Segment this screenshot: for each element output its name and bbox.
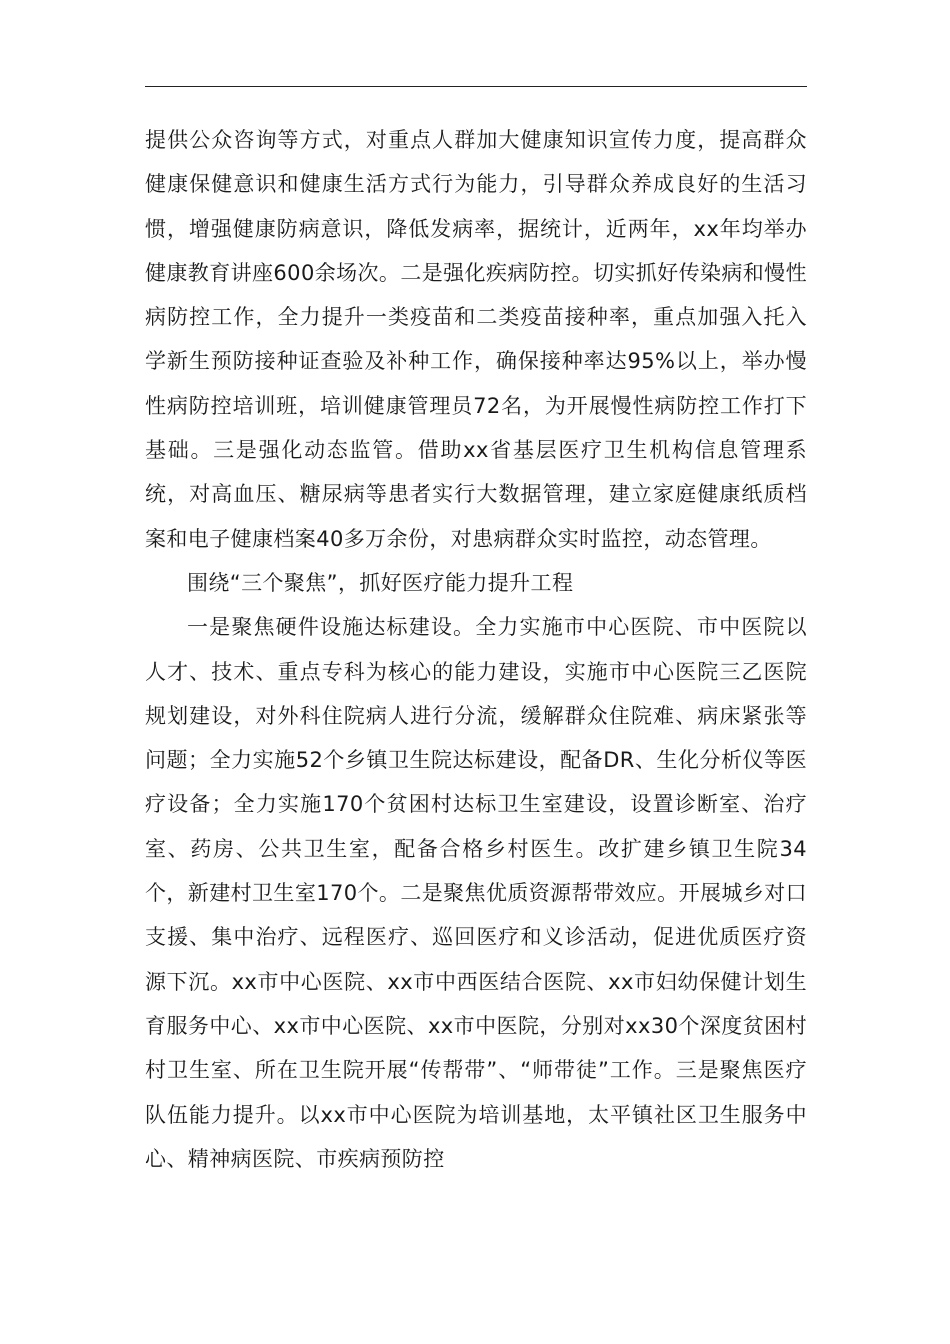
header-rule <box>145 86 807 87</box>
document-body <box>145 118 807 1181</box>
section-heading: 围绕“三个聚焦”，抓好医疗能力提升工程 <box>187 570 574 595</box>
paragraph-health-education: 提供公众咨询等方式，对重点人群加大健康知识宣传力度，提高群众健康保健意识和健康生活方式行为能力，引导群众养成良好的生活习惯，增强健康防病意识，降低发病率，据统计，近两年，xx年均举办健康教育讲座600余场次。二是强化疾病防控。切实抓好传染病和慢性病防控工作，全力提升一类疫苗和二类疫苗接种率，重点加强入托入学新生预防接种证查验及补种工作，确保接种率达95%以上，举办慢性病防控培训班，培训健康管理员72名，为开展慢性病防控工作打下基础。三是强化动态监管。借助xx省基层医疗卫生机构信息管理系统，对高血压、糖尿病等患者实行大数据管理，建立家庭健康纸质档案和电子健康档案40多万余份，对患病群众实时监控，动态管理。 <box>145 128 807 551</box>
paragraph-medical-capacity: 一是聚焦硬件设施达标建设。全力实施市中心医院、市中医院以人才、技术、重点专科为核心的能力建设，实施市中心医院三乙医院规划建设，对外科住院病人进行分流，缓解群众住院难、病床紧张等问题；全力实施52个乡镇卫生院达标建设，配备DR、生化分析仪等医疗设备；全力实施170个贫困村达标卫生室建设，设置诊断室、治疗室、药房、公共卫生室，配备合格乡村医生。改扩建乡镇卫生院34个，新建村卫生室170个。二是聚焦优质资源帮带效应。开展城乡对口支援、集中治疗、远程医疗、巡回医疗和义诊活动，促进优质医疗资源下沉。xx市中心医院、xx市中西医结合医院、xx市妇幼保健计划生育服务中心、xx市中心医院、xx市中医院，分别对xx30个深度贫困村村卫生室、所在卫生院开展“传帮带”、“师带徒”工作。三是聚焦医疗队伍能力提升。以xx市中心医院为培训基地，太平镇社区卫生服务中心、精神病医院、市疾病预防控 <box>145 615 807 1171</box>
